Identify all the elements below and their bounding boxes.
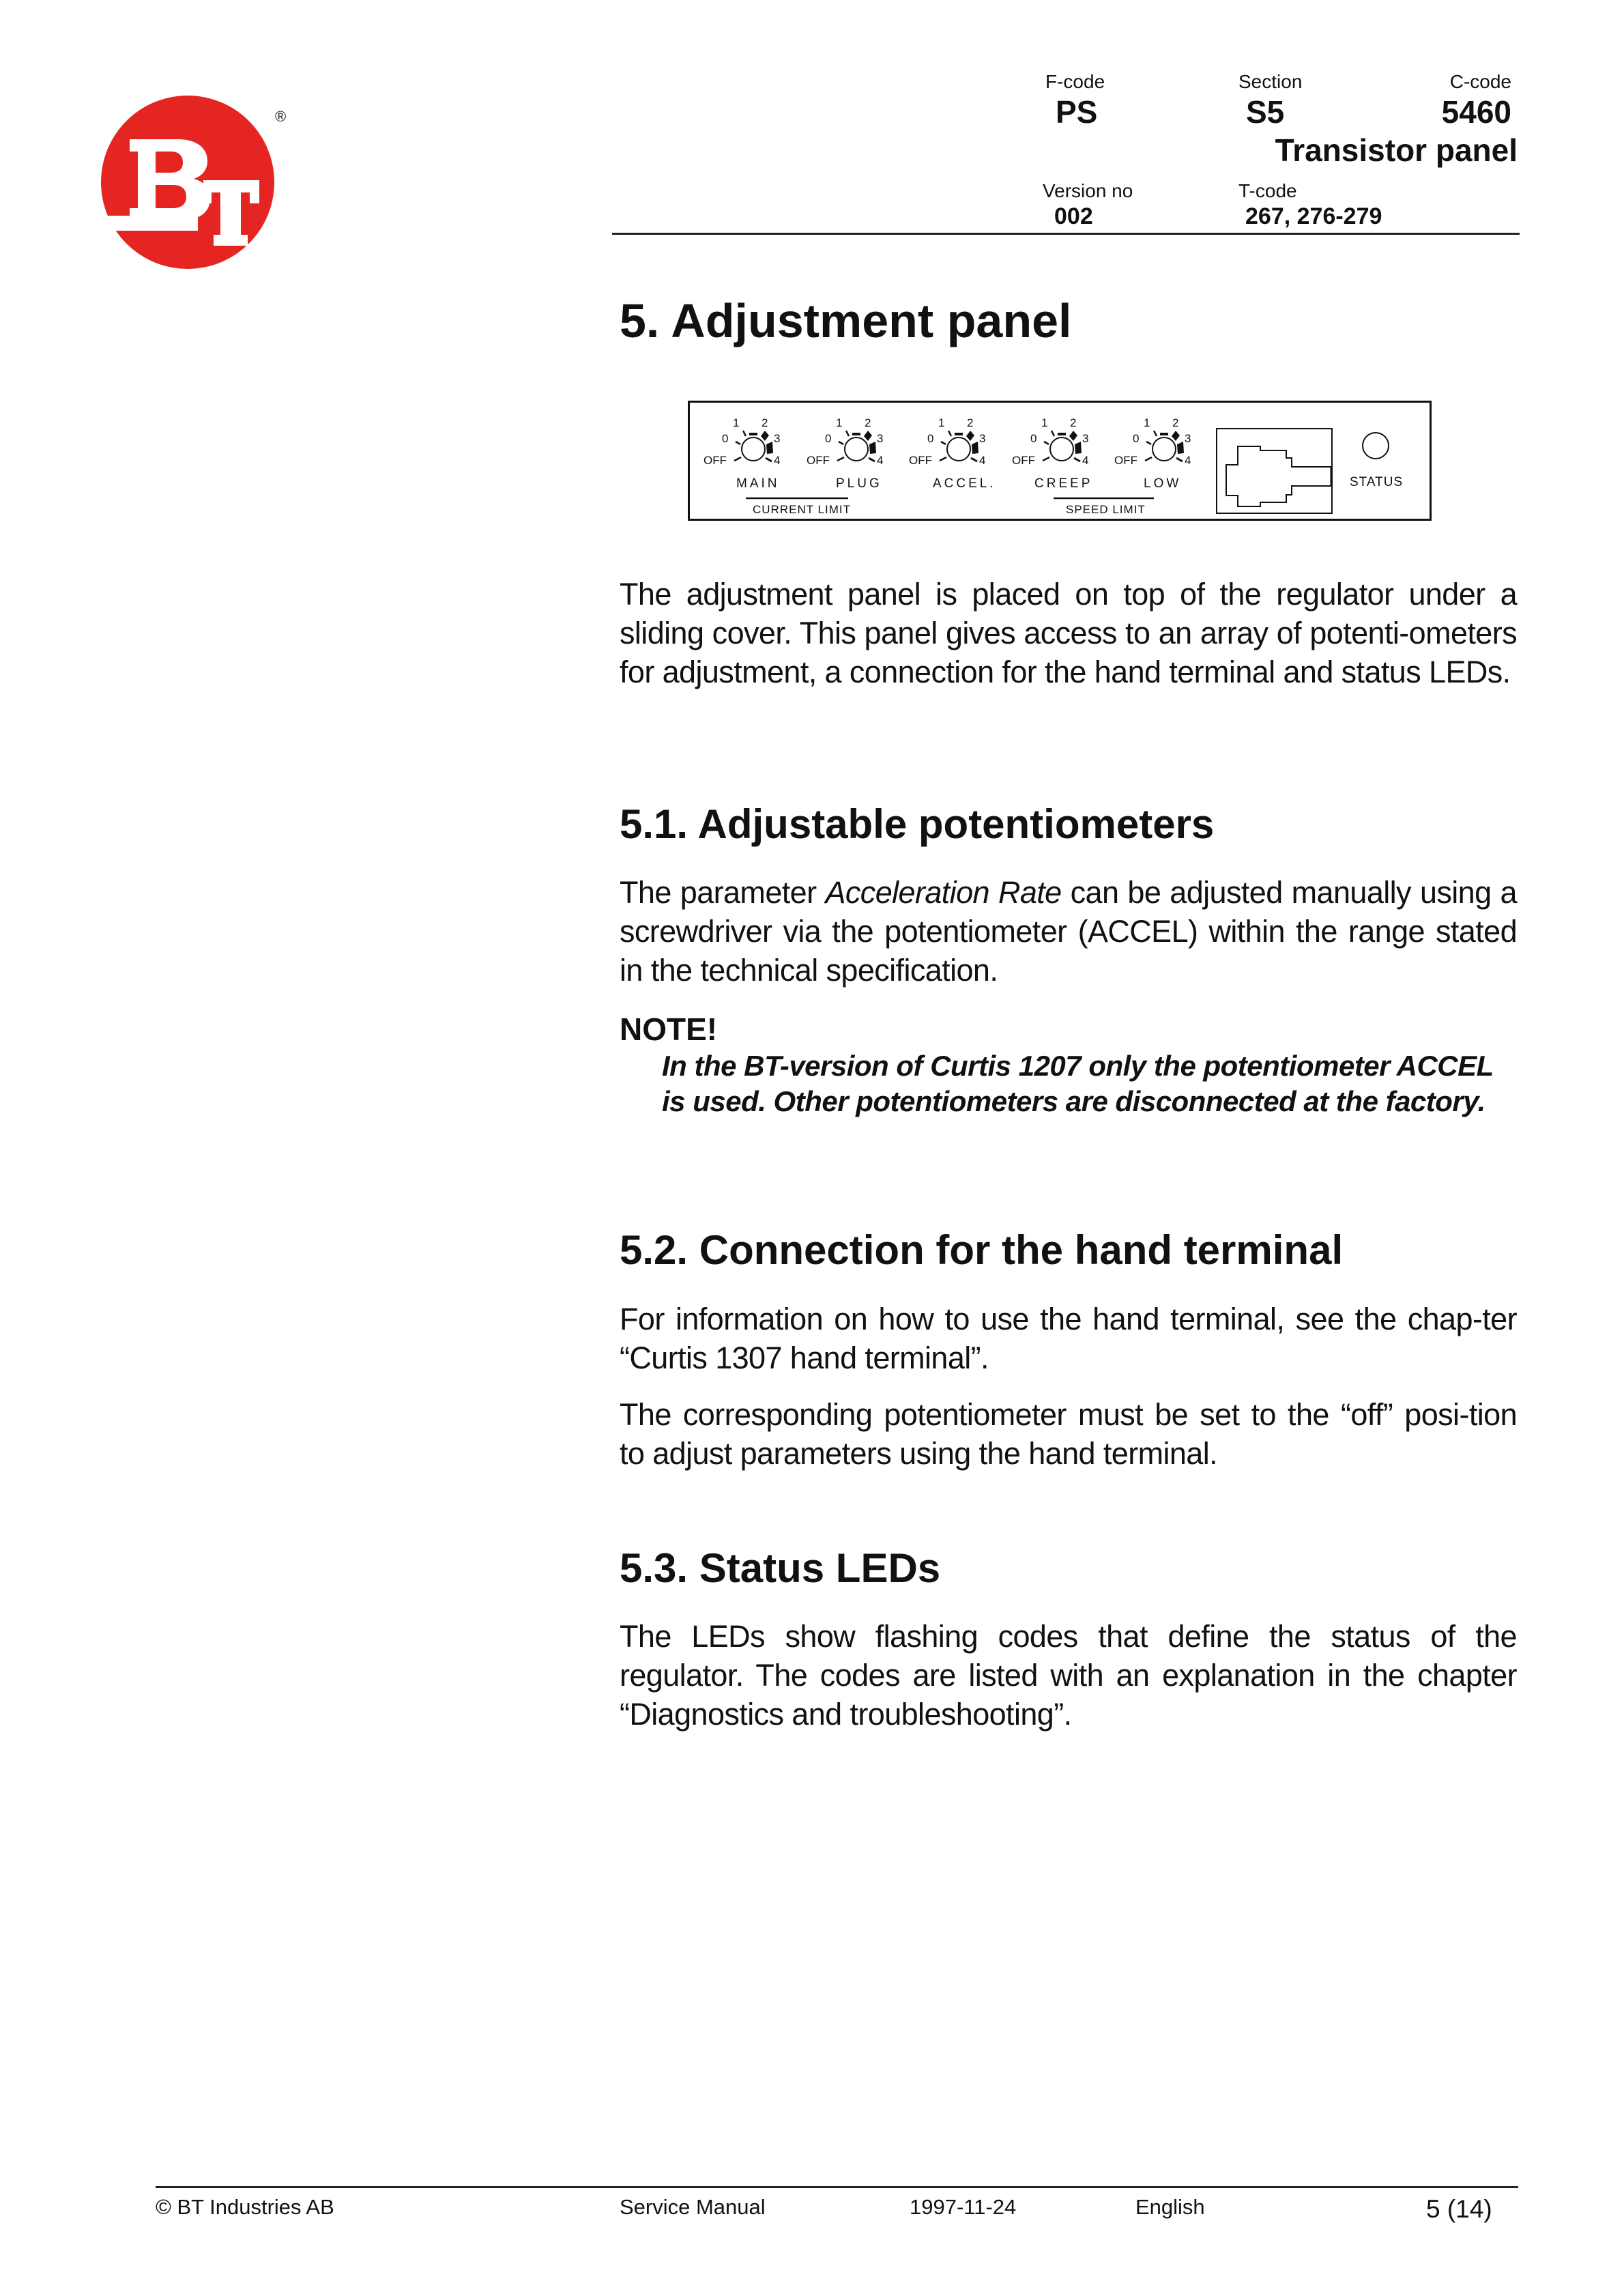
footer-copyright: © BT Industries AB	[156, 2195, 334, 2219]
section-5-1-title: 5.1. Adjustable potentiometers	[620, 801, 1215, 847]
note-text: In the BT-version of Curtis 1207 only the potentiometer ACCEL is used. Other potentiometers are disconnected at the factory.	[662, 1050, 1494, 1117]
ccode-value: 5460	[1441, 94, 1511, 130]
header-rule	[612, 233, 1520, 235]
section-5-3-title: 5.3. Status LEDs	[620, 1545, 941, 1591]
section-label: Section	[1238, 71, 1303, 92]
dial-main-scale-4: 4	[774, 454, 781, 467]
dial-main-scale-3: 3	[774, 432, 781, 445]
footer-date: 1997-11-24	[910, 2195, 1017, 2219]
dial-main-icon	[734, 431, 773, 461]
dial-main-scale-0: 0	[722, 432, 729, 445]
logo-underline	[106, 216, 198, 231]
status-label: STATUS	[1350, 475, 1404, 489]
status-led-icon	[1363, 433, 1389, 459]
text-run: can be adjusted manually using a screwdriver via the potentiometer (ACCEL) within the range stated in the technical specification.	[620, 875, 1517, 988]
fcode-label: F-code	[1045, 71, 1105, 92]
ccode-label: C-code	[1449, 71, 1511, 92]
fcode-value: PS	[1056, 94, 1098, 130]
section-5-2-title: 5.2. Connection for the hand terminal	[620, 1227, 1344, 1273]
dial-low-scale-3: 3	[1185, 432, 1192, 445]
dial-accel-scale-1: 1	[938, 416, 946, 429]
dial-accel-label: ACCEL.	[933, 476, 996, 491]
registered-mark: ®	[275, 108, 287, 125]
dial-low-scale-2: 2	[1172, 416, 1180, 429]
dial-plug-scale-off: OFF	[807, 454, 830, 467]
dial-creep-scale-1: 1	[1041, 416, 1049, 429]
version-value: 002	[1054, 203, 1093, 229]
dial-plug-scale-2: 2	[865, 416, 872, 429]
page-title: 5. Adjustment panel	[620, 294, 1072, 347]
dial-main-scale-2: 2	[762, 416, 769, 429]
dial-plug-scale-0: 0	[825, 432, 832, 445]
dial-low-scale-4: 4	[1185, 454, 1192, 467]
dial-low-label: LOW	[1144, 476, 1182, 491]
intro-paragraph: The adjustment panel is placed on top of the regulator under a sliding cover. This panel gives access to an array of potenti-ometers for adjustment, a connection for the hand terminal and status LEDs.	[620, 577, 1517, 689]
dial-main-label: MAIN	[736, 476, 780, 491]
dial-plug-scale-3: 3	[877, 432, 884, 445]
speed-limit-label: SPEED LIMIT	[1066, 503, 1146, 516]
dial-creep-label: CREEP	[1034, 476, 1093, 491]
footer-page-number: 5 (14)	[1426, 2195, 1492, 2223]
dial-plug-label: PLUG	[836, 476, 882, 491]
tcode-value: 267, 276-279	[1245, 203, 1382, 229]
adjustment-panel-diagram	[688, 401, 1432, 521]
dial-creep-scale-2: 2	[1070, 416, 1077, 429]
footer-doc-type: Service Manual	[620, 2195, 766, 2219]
dial-creep-scale-0: 0	[1030, 432, 1038, 445]
section-5-2-paragraph-1: For information on how to use the hand terminal, see the chap-ter “Curtis 1307 hand terminal”.	[620, 1302, 1517, 1375]
dial-main-scale-1: 1	[733, 416, 740, 429]
section-value: S5	[1246, 94, 1285, 130]
section-5-2-paragraph-2: The corresponding potentiometer must be set to the “off” posi-tion to adjust parameters using the hand terminal.	[620, 1397, 1517, 1471]
dial-low-scale-1: 1	[1144, 416, 1151, 429]
dial-creep-scale-off: OFF	[1012, 454, 1035, 467]
note-label: NOTE!	[620, 1011, 718, 1047]
tcode-label: T-code	[1238, 180, 1297, 201]
dial-low-icon	[1145, 431, 1184, 461]
dial-low-scale-off: OFF	[1114, 454, 1137, 467]
parameter-name: Acceleration Rate	[825, 875, 1062, 910]
dial-plug-icon	[837, 431, 876, 461]
dial-plug-scale-1: 1	[836, 416, 843, 429]
potentiometer-dials	[690, 403, 1430, 519]
current-limit-label: CURRENT LIMIT	[753, 503, 851, 516]
text-run: The parameter	[620, 875, 826, 910]
document-title: Transistor panel	[1275, 132, 1518, 168]
dial-creep-scale-3: 3	[1082, 432, 1090, 445]
dial-accel-scale-off: OFF	[909, 454, 932, 467]
footer-language: English	[1135, 2195, 1205, 2219]
hand-terminal-connector-icon	[1217, 429, 1332, 513]
dial-creep-scale-4: 4	[1082, 454, 1090, 467]
footer-rule	[156, 2186, 1518, 2188]
dial-creep-icon	[1043, 431, 1082, 461]
dial-low-scale-0: 0	[1133, 432, 1140, 445]
dial-accel-scale-0: 0	[927, 432, 935, 445]
bt-logo	[101, 96, 274, 269]
dial-accel-scale-4: 4	[979, 454, 987, 467]
section-5-3-paragraph: The LEDs show flashing codes that define the status of the regulator. The codes are listed with an explanation in the chapter “Diagnostics and troubleshooting”.	[620, 1619, 1517, 1732]
section-5-1-paragraph	[620, 873, 1517, 990]
dial-accel-scale-3: 3	[979, 432, 987, 445]
dial-accel-scale-2: 2	[967, 416, 974, 429]
dial-main-scale-off: OFF	[704, 454, 727, 467]
version-label: Version no	[1043, 180, 1133, 201]
dial-plug-scale-4: 4	[877, 454, 884, 467]
dial-accel-icon	[940, 431, 978, 461]
